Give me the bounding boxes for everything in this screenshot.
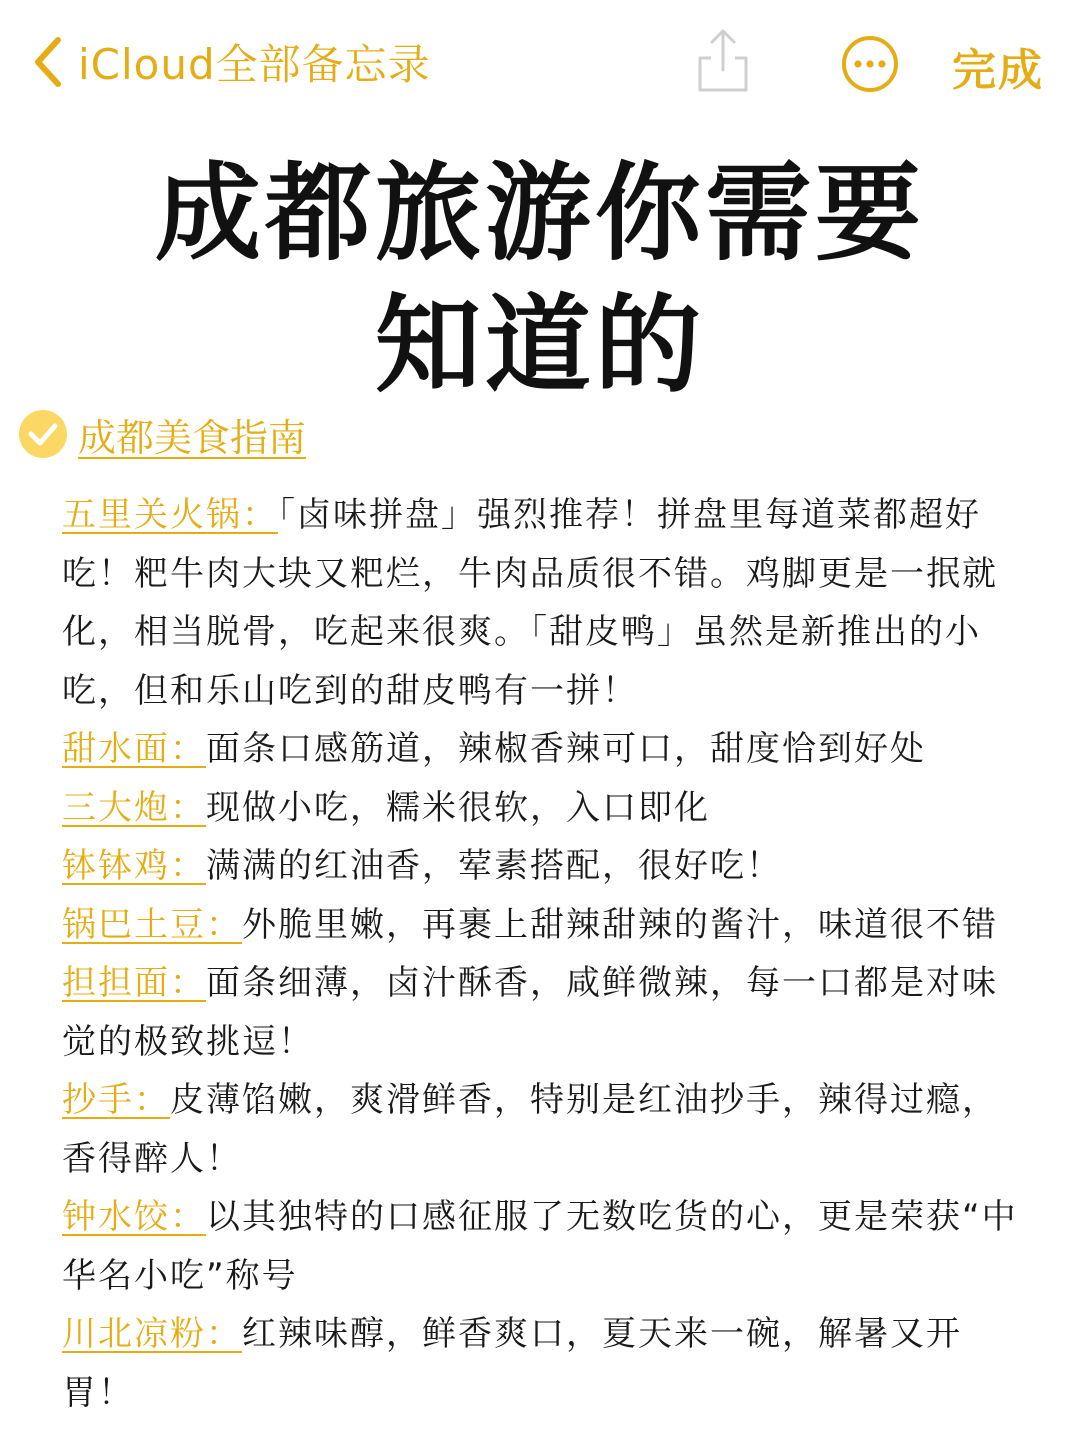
food-name: 三大炮：	[62, 787, 206, 828]
food-name: 五里关火锅：	[62, 495, 278, 535]
food-list	[62, 486, 1022, 1422]
food-description: 满满的红油香，荤素搭配，很好吃！	[206, 846, 782, 886]
more-icon	[840, 79, 900, 98]
food-description: 皮薄馅嫩，爽滑鲜香，特别是红油抄手，辣得过瘾，香得醉人！	[62, 1080, 998, 1179]
food-description: 外脆里嫩，再裹上甜辣甜辣的酱汁，味道很不错	[242, 904, 998, 945]
list-item	[62, 1188, 1022, 1305]
food-description: 面条口感筋道，辣椒香辣可口，甜度恰到好处	[206, 729, 926, 769]
list-item	[62, 954, 1022, 1071]
food-name: 锅巴土豆：	[62, 904, 242, 945]
food-name: 抄手：	[62, 1080, 170, 1120]
food-description: 以其独特的口感征服了无数吃货的心，更是荣获“中华名小吃”称号	[62, 1197, 1018, 1296]
food-description: 「卤味拼盘」强烈推荐！拼盘里每道菜都超好吃！粑牛肉大块又粑烂，牛肉品质很不错。鸡脚更是一抿就化，相当脱骨，吃起来很爽。「甜皮鸭」虽然是新推出的小吃，但和乐山吃到的甜皮鸭有一拼！	[62, 495, 998, 711]
chevron-left-icon	[30, 34, 64, 90]
list-item	[62, 779, 1022, 838]
note-title	[0, 148, 1080, 412]
list-item	[62, 486, 1022, 720]
share-button[interactable]	[694, 26, 752, 96]
food-description: 红辣味醇，鲜香爽口，夏天来一碗，解暑又开胃！	[62, 1314, 962, 1413]
back-button[interactable]	[30, 30, 431, 94]
list-item	[62, 896, 1022, 955]
done-button[interactable]: 完成	[952, 45, 1044, 96]
share-icon	[694, 81, 752, 100]
note-title-line-1: 成都旅游你需要	[155, 152, 925, 275]
list-item	[62, 720, 1022, 779]
list-item	[62, 1071, 1022, 1188]
navigation-bar	[0, 0, 1080, 130]
checkmark-circle-icon	[18, 409, 68, 459]
food-name: 川北凉粉：	[62, 1314, 242, 1354]
section-title: 成都美食指南	[78, 415, 307, 460]
food-name: 钟水饺：	[62, 1197, 206, 1237]
more-options-button[interactable]	[840, 34, 900, 94]
note-title-line-2: 知道的	[375, 284, 705, 407]
food-name: 甜水面：	[62, 729, 206, 769]
section-heading	[18, 408, 306, 460]
back-label: iCloud全部备忘录	[78, 40, 431, 89]
food-name: 钵钵鸡：	[62, 846, 206, 886]
food-description: 面条细薄，卤汁酥香，咸鲜微辣，每一口都是对味觉的极致挑逗！	[62, 963, 998, 1062]
list-item	[62, 1305, 1022, 1422]
food-name: 担担面：	[62, 963, 206, 1003]
food-description: 现做小吃，糯米很软，入口即化	[206, 787, 710, 828]
list-item	[62, 837, 1022, 896]
